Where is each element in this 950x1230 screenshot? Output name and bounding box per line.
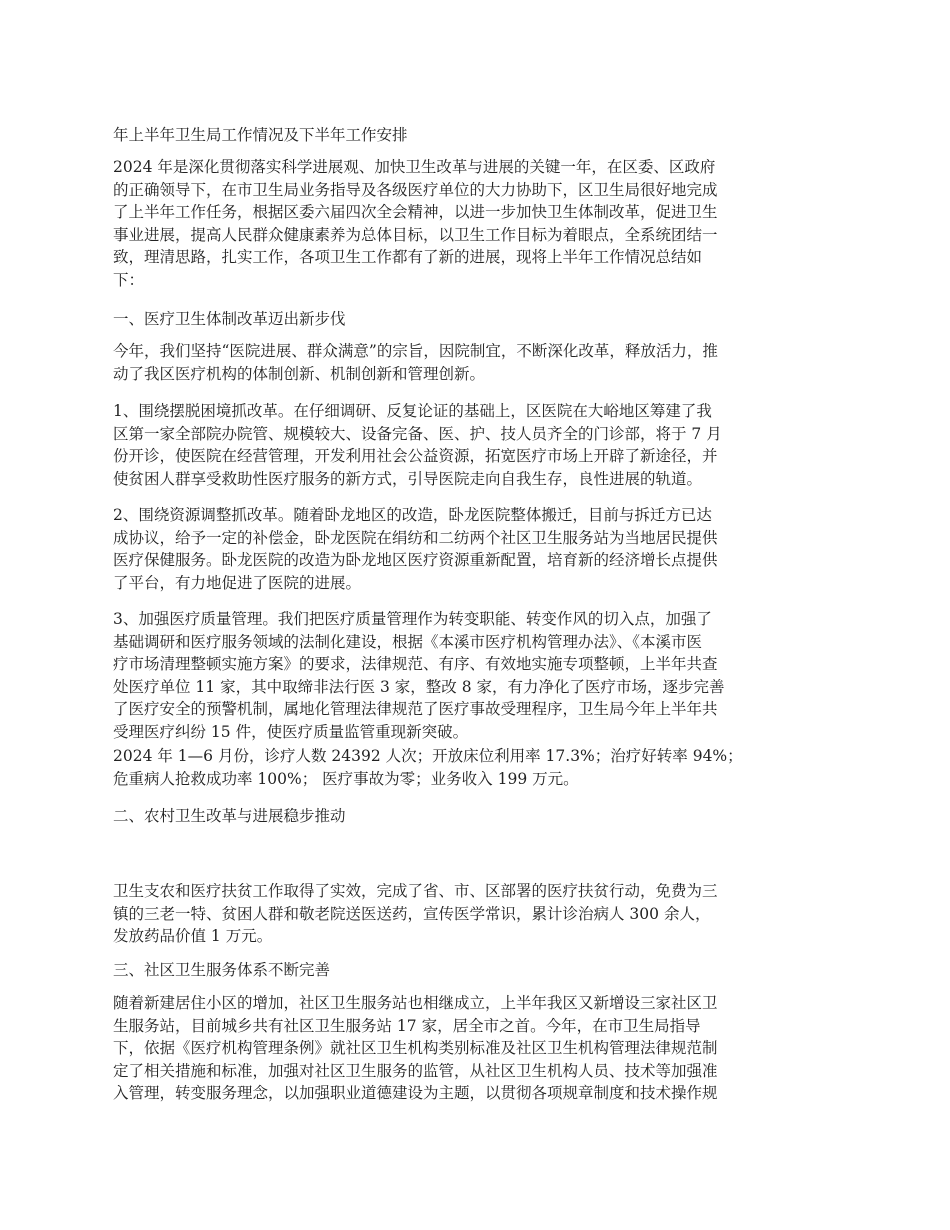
text-line: 致，理清思路，扎实工作，各项卫生工作都有了新的进展，现将上半年工作情况总结如 (113, 248, 703, 266)
item1-paragraph (113, 400, 843, 490)
text-line: 卫生支农和医疗扶贫工作取得了实效，完成了省、市、区部署的医疗扶贫行动，免费为三 (113, 882, 718, 900)
text-line: 3、加强医疗质量管理。我们把医疗质量管理作为转变职能、转变作风的切入点，加强了 (113, 610, 712, 628)
text-line: 疗市场清理整顿实施方案》的要求，法律规范、有序、有效地实施专项整顿，上半年共查 (113, 655, 718, 673)
section-heading-3: 三、社区卫生服务体系不断完善 (113, 961, 331, 979)
text-line: 成协议，给予一定的补偿金，卧龙医院在绢纺和二纺两个社区卫生服务站为当地居民提供 (113, 528, 718, 547)
text-line: 今年，我们坚持“医院进展、群众满意”的宗旨，因院制宜，不断深化改革，释放活力，推 (113, 342, 718, 360)
text-line: 下： (113, 270, 145, 289)
section3-paragraph (113, 992, 843, 1105)
document-title: 年上半年卫生局工作情况及下半年工作安排 (113, 126, 408, 144)
text-line: 2024 年 1—6 月份，诊疗人数 24392 人次；开放床位利用率 17.3%；治疗好转率 94%； (113, 747, 743, 765)
text-line: 的正确领导下，在市卫生局业务指导及各级医疗单位的大力协助下，区卫生局很好地完成 (113, 180, 718, 199)
text-line: 镇的三老一特、贫困人群和敬老院送医送药，宣传医学常识，累计诊治病人 300 余人， (113, 904, 711, 923)
text-line: 随着新建居住小区的增加，社区卫生服务站也相继成立，上半年我区又新增设三家社区卫 (113, 994, 718, 1012)
text-line: 了平台，有力地促进了医院的进展。 (113, 573, 362, 592)
text-line: 区第一家全部院办院管、规模较大、设备完备、医、护、技人员齐全的门诊部，将于 7 月 (113, 424, 722, 443)
text-line: 危重病人抢救成功率 100%； 医疗事故为零；业务收入 199 万元。 (113, 769, 579, 788)
text-line: 1、围绕摆脱困境抓改革。在仔细调研、反复论证的基础上，区医院在大峪地区筹建了我 (113, 402, 712, 420)
section1-paragraph (113, 340, 843, 385)
text-line: 生服务站，目前城乡共有社区卫生服务站 17 家，居全市之首。今年，在市卫生局指导 (113, 1016, 701, 1035)
section-heading-1: 一、医疗卫生体制改革迈出新步伐 (113, 310, 346, 328)
text-line: 2、围绕资源调整抓改革。随着卧龙地区的改造，卧龙医院整体搬迁，目前与拆迁方已达 (113, 506, 712, 524)
item2-paragraph (113, 504, 843, 594)
text-line: 动了我区医疗机构的体制创新、机制创新和管理创新。 (113, 364, 486, 383)
text-line: 医疗保健服务。卧龙医院的改造为卧龙地区医疗资源重新配置，培育新的经济增长点提供 (113, 551, 718, 569)
text-line: 下，依据《医疗机构管理条例》就社区卫生机构类别标准及社区卫生机构管理法律规范制 (113, 1039, 718, 1057)
section2-paragraph (113, 880, 843, 948)
stats-paragraph (113, 745, 843, 790)
text-line: 定了相关措施和标准，加强对社区卫生服务的监管，从社区卫生机构人员、技术等加强准 (113, 1061, 718, 1080)
section-heading-2: 二、农村卫生改革与进展稳步推动 (113, 807, 346, 825)
text-line: 发放药品价值 1 万元。 (113, 927, 273, 945)
text-line: 了上半年工作任务，根据区委六届四次全会精神，以进一步加快卫生体制改革，促进卫生 (113, 203, 718, 221)
text-line: 处医疗单位 11 家，其中取缔非法行医 3 家，整改 8 家，有力净化了医疗市场，逐步完善 (113, 677, 725, 696)
text-line: 份开诊，使医院在经营管理，开发利用社会公益资源，拓宽医疗市场上开辟了新途径，并 (113, 447, 718, 465)
text-line: 入管理，转变服务理念，以加强职业道德建设为主题，以贯彻各项规章制度和技术操作规 (113, 1084, 718, 1102)
text-line: 事业进展，提高人民群众健康素养为总体目标，以卫生工作目标为着眼点，全系统团结一 (113, 225, 718, 244)
text-line: 2024 年是深化贯彻落实科学进展观、加快卫生改革与进展的关键一年，在区委、区政府 (113, 158, 716, 176)
text-line: 使贫困人群享受救助性医疗服务的新方式，引导医院走向自我生存，良性进展的轨道。 (113, 469, 703, 488)
text-line: 了医疗安全的预警机制，属地化管理法律规范了医疗事故受理程序，卫生局今年上半年共 (113, 700, 718, 718)
text-line: 受理医疗纠纷 15 件，使医疗质量监管重现新突破。 (113, 722, 469, 741)
item3-paragraph (113, 608, 843, 743)
text-line: 基础调研和医疗服务领域的法制化建设，根据《本溪市医疗机构管理办法》、《本溪市医 (113, 632, 703, 651)
intro-paragraph (113, 156, 843, 291)
